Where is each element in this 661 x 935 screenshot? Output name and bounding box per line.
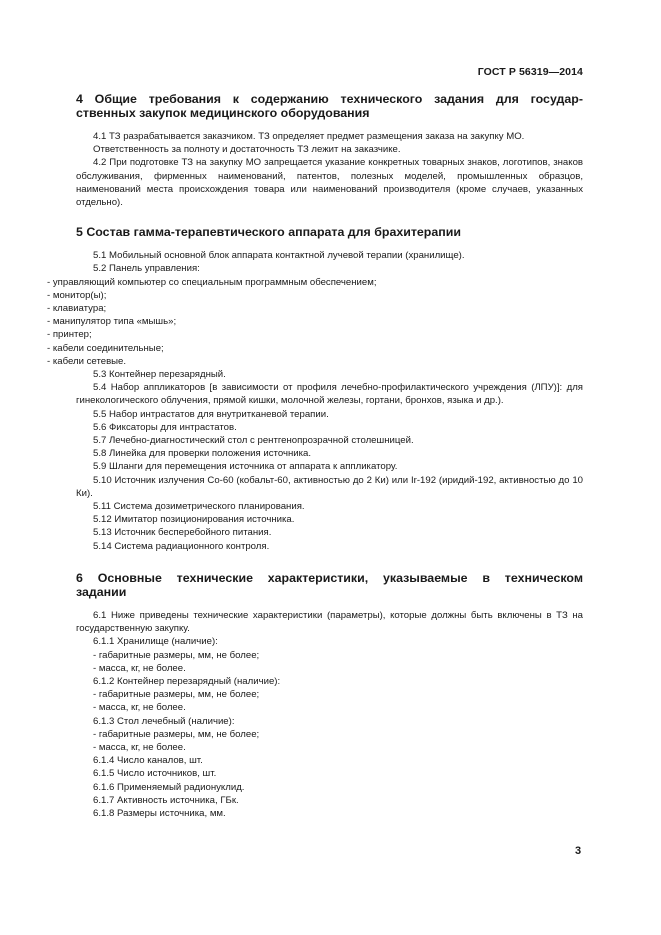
section-5-item: 5.7 Лечебно-диагностический стол с рентгенопрозрачной столешницей. xyxy=(93,435,414,447)
section-5-item: 5.13 Источник бесперебойного питания. xyxy=(93,527,272,539)
section-5-item: 5.2 Панель управления: xyxy=(93,263,200,275)
section-6-item: - габаритные размеры, мм, не более; xyxy=(93,689,260,701)
section-6-item: - масса, кг, не более. xyxy=(93,702,186,714)
section-6-title-line1: 6 Основные технические характеристики, указываемые в техническом xyxy=(76,570,583,585)
section-5-item: 5.9 Шланги для перемещения источника от аппарата к аппликатору. xyxy=(93,461,398,473)
section-6-item: 6.1 Ниже приведены технические характеристики (параметры), которые должны быть включены в ТЗ на государственную закупку. xyxy=(76,609,583,635)
section-5-item: - принтер; xyxy=(47,329,92,341)
section-6-item: 6.1.1 Хранилище (наличие): xyxy=(93,636,218,648)
section-6-title-line2: задании xyxy=(76,584,127,599)
page-number: 3 xyxy=(575,845,582,857)
paragraph-4-1: 4.1 ТЗ разрабатывается заказчиком. ТЗ определяет предмет размещения заказа на закупку МО. xyxy=(93,131,525,142)
section-6-title xyxy=(76,571,583,599)
section-5-item: 5.1 Мобильный основной блок аппарата контактной лучевой терапии (хранилище). xyxy=(93,250,465,262)
section-4-title xyxy=(76,92,583,120)
section-5-item: - монитор(ы); xyxy=(47,289,107,301)
section-6-item: 6.1.3 Стол лечебный (наличие): xyxy=(93,715,235,727)
section-6-item: - габаритные размеры, мм, не более; xyxy=(93,649,260,661)
section-5-item: 5.8 Линейка для проверки положения источника. xyxy=(93,448,312,460)
section-6-item: 6.1.4 Число каналов, шт. xyxy=(93,755,203,767)
section-5-item: 5.10 Источник излучения Со-60 (кобальт-60, активностью до 2 Ки) или Ir-192 (иридий-192, активностью до 10 Ки). xyxy=(76,474,583,499)
section-5-list xyxy=(47,249,583,553)
section-5-title: 5 Состав гамма-терапевтического аппарата для брахитерапии xyxy=(76,225,461,240)
section-5-item: - клавиатура; xyxy=(47,303,107,315)
section-4-title-line2: ственных закупок медицинского оборудования xyxy=(76,106,370,120)
section-5-item: - управляющий компьютер со специальным программным обеспечением; xyxy=(47,276,377,288)
section-6-item: 6.1.2 Контейнер перезарядный (наличие): xyxy=(93,675,281,687)
section-5-item: 5.12 Имитатор позиционирования источника. xyxy=(93,514,295,526)
paragraph-4-1-cont: Ответственность за полноту и достаточность ТЗ лежит на заказчике. xyxy=(93,144,401,156)
section-6-item: 6.1.8 Размеры источника, мм. xyxy=(93,807,226,819)
section-5-item: - кабели сетевые. xyxy=(47,355,127,367)
section-5-item: - манипулятор типа «мышь»; xyxy=(47,316,177,328)
section-5-item: 5.3 Контейнер перезарядный. xyxy=(93,369,226,381)
paragraph-4-2: 4.2 При подготовке ТЗ на закупку МО запрещается указание конкретных товарных знаков, логотипов, знаков обслуживания, фирменных наименований, патентов, полезных моделей, промышленных образцов, наименований места происхождения товара или наименований производителя (кроме случаев, указанных отдельно). xyxy=(76,157,583,209)
section-6-item: - масса, кг, не более. xyxy=(93,662,186,674)
section-6 xyxy=(76,571,583,820)
section-5-item: 5.6 Фиксаторы для интрастатов. xyxy=(93,421,237,433)
section-5-item: 5.5 Набор интрастатов для внутритканевой терапии. xyxy=(93,408,329,420)
section-6-item: 6.1.6 Применяемый радионуклид. xyxy=(93,781,245,793)
section-5 xyxy=(47,225,583,553)
document-header: ГОСТ Р 56319—2014 xyxy=(477,66,583,78)
section-5-item: 5.14 Система радиационного контроля. xyxy=(93,540,270,552)
section-6-item: - масса, кг, не более. xyxy=(93,741,186,753)
section-4-title-line1: 4 Общие требования к содержанию технического задания для государ- xyxy=(76,92,583,106)
section-4 xyxy=(76,92,583,209)
section-6-item: 6.1.5 Число источников, шт. xyxy=(93,768,217,780)
section-6-item: - габаритные размеры, мм, не более; xyxy=(93,728,260,740)
section-6-item: 6.1.7 Активность источника, ГБк. xyxy=(93,794,239,806)
section-5-item: 5.4 Набор аппликаторов [в зависимости от профиля лечебно-профилактического учреждения (ЛПУ)]: для гинекологического облучения, прямой кишки, молочной железы, гортани, бронхов, языка и др.). xyxy=(76,382,583,407)
section-5-item: - кабели соединительные; xyxy=(47,342,164,354)
section-5-item: 5.11 Система дозиметрического планирования. xyxy=(93,501,305,513)
section-6-list xyxy=(76,609,583,820)
